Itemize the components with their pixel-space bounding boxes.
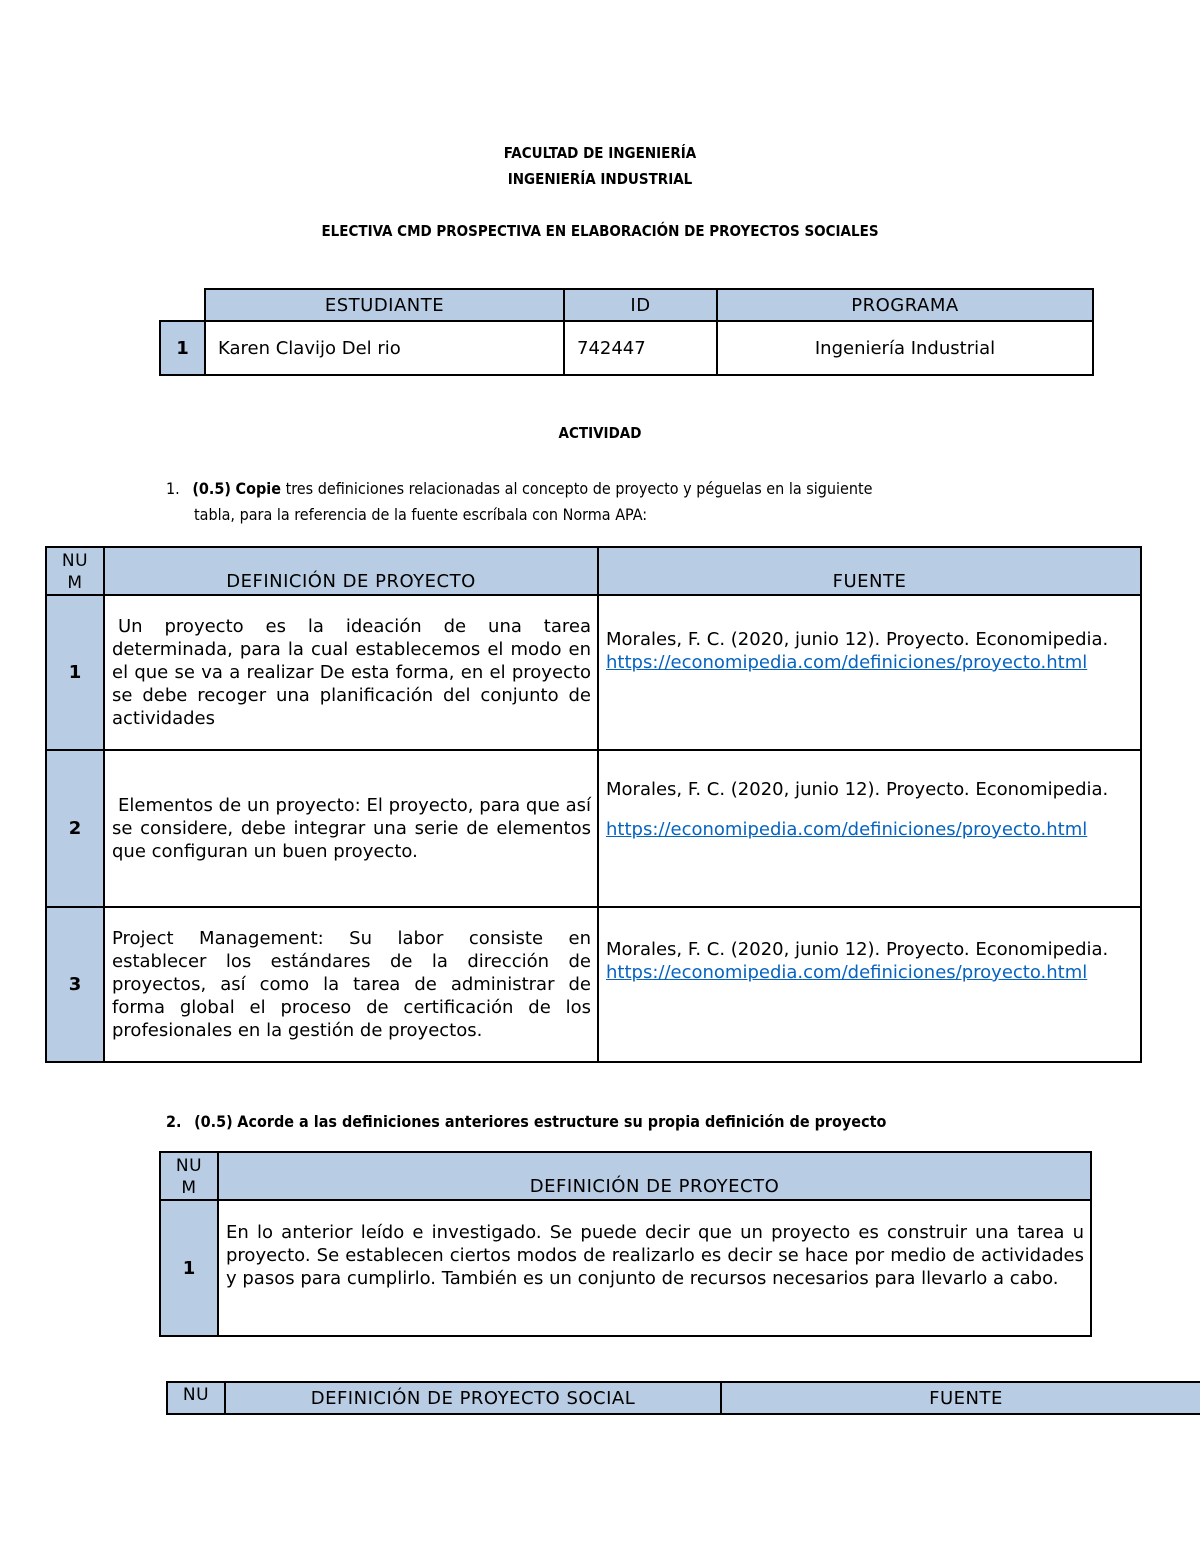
source-link[interactable]: https://economipedia.com/definiciones/proyecto.html xyxy=(606,652,1088,673)
table-row xyxy=(46,595,1141,750)
student-programa: Ingeniería Industrial xyxy=(717,321,1093,375)
row-num: 1 xyxy=(46,595,104,750)
col-estudiante: ESTUDIANTE xyxy=(205,289,564,321)
source-citation: Morales, F. C. (2020, junio 12). Proyecto. Economipedia. xyxy=(606,939,1109,960)
row-num: 3 xyxy=(46,907,104,1062)
row-definition: En lo anterior leído e investigado. Se puede decir que un proyecto es construir una tarea u proyecto. Se establecen ciertos modos de realizarlo es decir se hace por medio de actividades y pasos para cumplirlo. También es un conjunto de recursos necesarios para llevarlo a cabo. xyxy=(218,1200,1091,1336)
col-programa: PROGRAMA xyxy=(717,289,1093,321)
row-source xyxy=(598,907,1141,1062)
definitions-table xyxy=(45,546,1142,1063)
program-title: INGENIERÍA INDUSTRIAL xyxy=(507,170,693,188)
empty-corner xyxy=(160,289,205,321)
student-id: 742447 xyxy=(564,321,717,375)
table-row xyxy=(46,907,1141,1062)
question-1-text: tres definiciones relacionadas al concepto de proyecto y péguelas en la siguiente xyxy=(285,479,873,498)
student-num: 1 xyxy=(160,321,205,375)
table-row xyxy=(46,750,1141,907)
question-1-number: 1. xyxy=(166,479,180,498)
student-name: Karen Clavijo Del rio xyxy=(205,321,564,375)
question-1-points: (0.5) xyxy=(192,479,231,498)
question-2-number: 2. xyxy=(166,1112,182,1131)
source-link[interactable]: https://economipedia.com/definiciones/proyecto.html xyxy=(606,819,1088,840)
row-source xyxy=(598,595,1141,750)
col-id: ID xyxy=(564,289,717,321)
activity-title: ACTIVIDAD xyxy=(558,424,642,442)
source-link[interactable]: https://economipedia.com/definiciones/proyecto.html xyxy=(606,962,1088,983)
col-definicion-social: DEFINICIÓN DE PROYECTO SOCIAL xyxy=(225,1382,721,1414)
row-num: 2 xyxy=(46,750,104,907)
table-row xyxy=(160,1200,1091,1336)
col-fuente: FUENTE xyxy=(721,1382,1200,1414)
question-2-points: (0.5) xyxy=(194,1112,233,1131)
faculty-title: FACULTAD DE INGENIERÍA xyxy=(503,144,697,162)
row-definition: Project Management: Su labor consiste en establecer los estándares de la dirección de proyectos, así como la tarea de administrar de forma global el proceso de certificación de los profesionales en la gestión de proyectos. xyxy=(104,907,598,1062)
student-table xyxy=(159,288,1094,376)
source-citation: Morales, F. C. (2020, junio 12). Proyecto. Economipedia. xyxy=(606,629,1109,650)
col-num: NU M xyxy=(160,1152,218,1200)
col-num: NU M xyxy=(46,547,104,595)
row-num: 1 xyxy=(160,1200,218,1336)
own-definition-table xyxy=(159,1151,1092,1337)
col-definicion: DEFINICIÓN DE PROYECTO xyxy=(104,547,598,595)
question-1 xyxy=(166,476,1046,528)
col-definicion: DEFINICIÓN DE PROYECTO xyxy=(218,1152,1091,1200)
social-table xyxy=(166,1381,1200,1415)
source-citation: Morales, F. C. (2020, junio 12). Proyecto. Economipedia. xyxy=(606,779,1109,800)
col-fuente: FUENTE xyxy=(598,547,1141,595)
course-title: ELECTIVA CMD PROSPECTIVA EN ELABORACIÓN DE PROYECTOS SOCIALES xyxy=(321,222,879,240)
row-definition: Un proyecto es la ideación de una tarea determinada, para la cual establecemos el modo en el que se va a realizar De esta forma, en el proyecto se debe recoger una planificación del conjunto de actividades xyxy=(104,595,598,750)
row-definition: Elementos de un proyecto: El proyecto, para que así se considere, debe integrar una serie de elementos que configuran un buen proyecto. xyxy=(104,750,598,907)
question-1-bold: Copie xyxy=(235,479,281,498)
question-2 xyxy=(166,1109,1066,1135)
question-1-text-line2: tabla, para la referencia de la fuente escríbala con Norma APA: xyxy=(194,505,648,524)
row-source xyxy=(598,750,1141,907)
col-num: NU xyxy=(167,1382,225,1414)
question-2-text: Acorde a las definiciones anteriores estructure su propia definición de proyecto xyxy=(237,1112,887,1131)
